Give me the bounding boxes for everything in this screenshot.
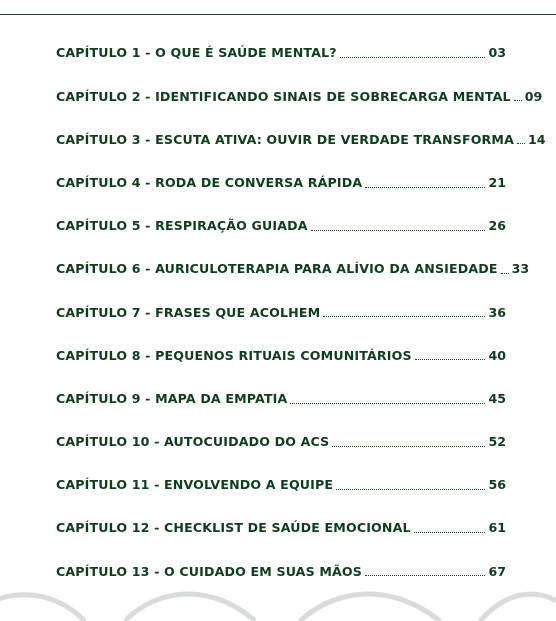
table-of-contents xyxy=(56,36,546,579)
decorative-arc xyxy=(480,594,556,621)
toc-entry-page: 14 xyxy=(527,131,546,147)
toc-leader-dots xyxy=(336,488,485,490)
toc-entry-page: 36 xyxy=(488,304,506,320)
toc-entry-label: CAPÍTULO 7 - FRASES QUE ACOLHEM xyxy=(56,304,321,320)
toc-entry-label: CAPÍTULO 5 - RESPIRAÇÃO GUIADA xyxy=(56,218,308,234)
toc-entry-label: CAPÍTULO 1 - O QUE É SAÚDE MENTAL? xyxy=(56,45,337,61)
toc-entry-label: CAPÍTULO 9 - MAPA DA EMPATIA xyxy=(56,390,288,406)
toc-entry[interactable] xyxy=(56,492,506,535)
toc-entry-page: 33 xyxy=(511,261,530,277)
toc-entry-page: 40 xyxy=(488,347,506,363)
toc-entry[interactable] xyxy=(56,319,506,362)
toc-entry-label: CAPÍTULO 8 - PEQUENOS RITUAIS COMUNITÁRIOS xyxy=(56,347,412,363)
toc-entry[interactable] xyxy=(56,103,546,147)
toc-entry-page: 61 xyxy=(488,520,506,536)
toc-entry-page: 45 xyxy=(488,390,506,406)
toc-entry[interactable] xyxy=(56,233,530,277)
decorative-arc xyxy=(0,595,85,621)
toc-entry-label: CAPÍTULO 13 - O CUIDADO EM SUAS MÃOS xyxy=(56,563,362,579)
toc-entry-page: 52 xyxy=(488,434,506,450)
toc-leader-dots xyxy=(501,272,509,274)
toc-entry[interactable] xyxy=(56,146,506,189)
toc-leader-dots xyxy=(415,358,486,360)
toc-entry-label: CAPÍTULO 2 - IDENTIFICANDO SINAIS DE SOBRECARGA MENTAL xyxy=(56,88,511,104)
toc-leader-dots xyxy=(332,445,485,447)
toc-entry-label: CAPÍTULO 4 - RODA DE CONVERSA RÁPIDA xyxy=(56,174,363,190)
toc-leader-dots xyxy=(365,186,485,188)
toc-leader-dots xyxy=(323,315,485,317)
toc-leader-dots xyxy=(290,402,485,404)
toc-entry-page: 21 xyxy=(488,174,506,190)
decorative-arcs xyxy=(0,581,556,621)
toc-entry-page: 26 xyxy=(488,218,506,234)
toc-leader-dots xyxy=(514,99,522,101)
toc-entry-page: 67 xyxy=(488,563,506,579)
toc-entry[interactable] xyxy=(56,406,506,449)
toc-leader-dots xyxy=(517,142,525,144)
toc-entry[interactable] xyxy=(56,535,506,578)
toc-entry-page: 56 xyxy=(488,477,506,493)
toc-entry[interactable] xyxy=(56,60,543,104)
decorative-arc xyxy=(125,594,255,621)
toc-entry[interactable] xyxy=(56,190,506,233)
toc-leader-dots xyxy=(311,229,486,231)
toc-entry-label: CAPÍTULO 3 - ESCUTA ATIVA: OUVIR DE VERDADE TRANSFORMA xyxy=(56,131,514,147)
decorative-arc xyxy=(300,594,440,621)
toc-entry[interactable] xyxy=(56,36,506,60)
toc-leader-dots xyxy=(414,531,486,533)
toc-entry-label: CAPÍTULO 10 - AUTOCUIDADO DO ACS xyxy=(56,434,330,450)
toc-entry-label: CAPÍTULO 12 - CHECKLIST DE SAÚDE EMOCIONAL xyxy=(56,520,411,536)
page-top-border xyxy=(0,0,556,15)
toc-entry[interactable] xyxy=(56,449,506,492)
toc-entry-label: CAPÍTULO 11 - ENVOLVENDO A EQUIPE xyxy=(56,477,334,493)
toc-entry-label: CAPÍTULO 6 - AURICULOTERAPIA PARA ALÍVIO DA ANSIEDADE xyxy=(56,261,498,277)
toc-entry-page: 03 xyxy=(488,45,506,61)
toc-leader-dots xyxy=(365,574,485,576)
toc-leader-dots xyxy=(340,56,486,58)
toc-entry-page: 09 xyxy=(524,88,543,104)
toc-entry[interactable] xyxy=(56,362,506,405)
toc-entry[interactable] xyxy=(56,276,506,319)
